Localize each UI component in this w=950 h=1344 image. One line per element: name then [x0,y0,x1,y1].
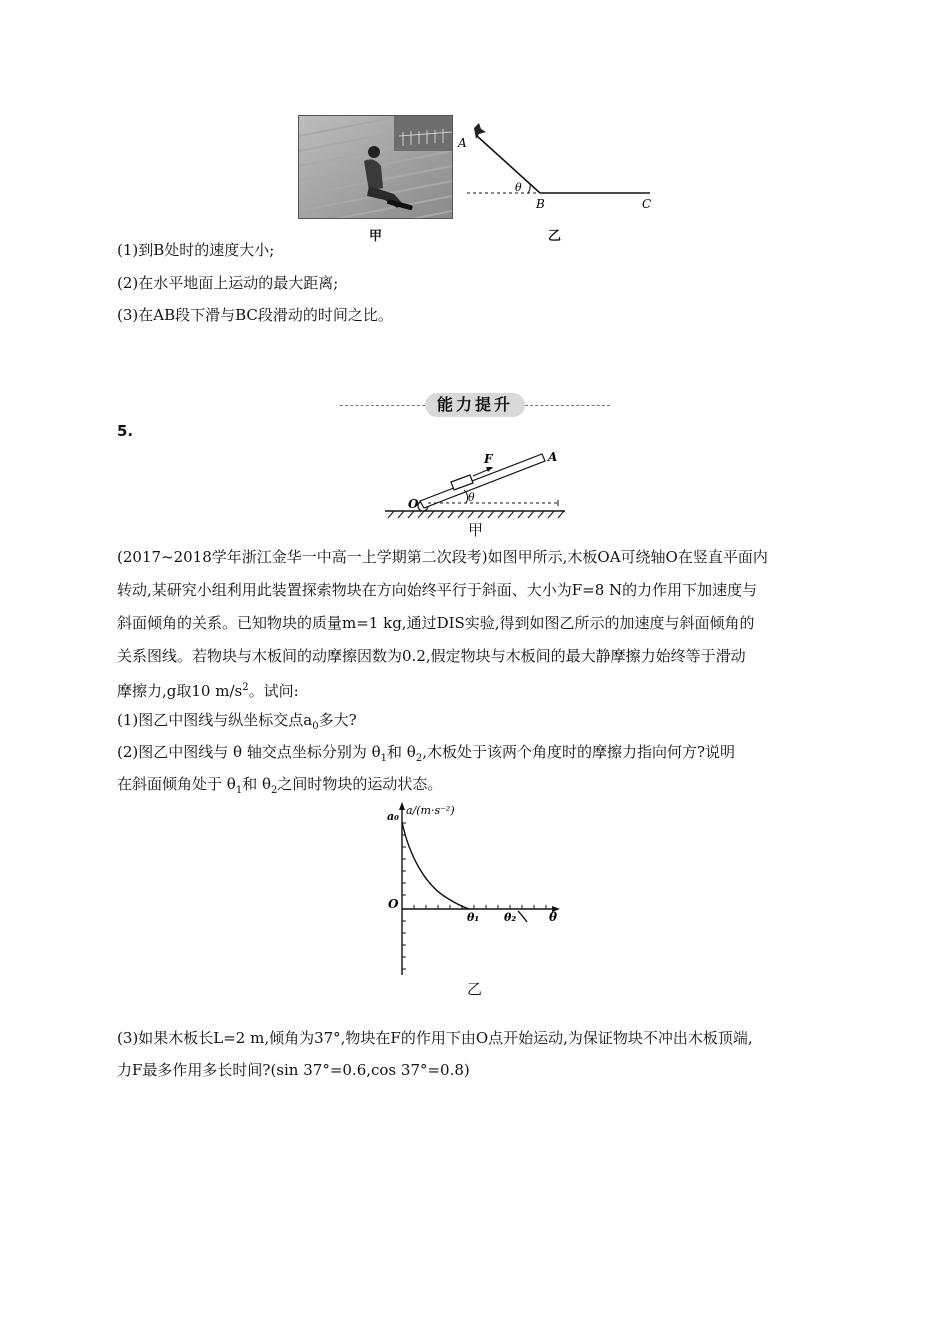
x-axis-label: θ [549,910,558,924]
theta2-label: θ₂ [504,911,517,924]
section-divider-right [525,405,610,406]
prev-question-1: (1)到B处时的速度大小; [117,241,275,259]
sub-question-2-line-1: (2)图乙中图线与 θ 轴交点坐标分别为 $\theta_1$和 $\theta_2$,木板处于该两个角度时的摩擦力指向何方?说明 [117,743,735,764]
curve-segment-2 [518,911,527,922]
wooden-board [420,454,545,508]
section-divider-left [340,405,425,406]
label-c: C [642,197,652,211]
board-caption: 甲 [468,521,484,539]
section-header [340,393,610,419]
problem-line-3: 斜面倾角的关系。已知物块的质量m=1 kg,通过DIS实验,得到如图乙所示的加速度与斜面倾角的 [117,614,755,632]
graph-caption: 乙 [467,980,483,998]
label-f: F [484,452,493,466]
sub-question-3-line-2: 力F最多作用多长时间?(sin 37°=0.6,cos 37°=0.8) [117,1061,470,1079]
sub-question-1: (1)图乙中图线与纵坐标交点$a_0$多大? [117,711,357,732]
problem-line-4: 关系图线。若物块与木板间的动摩擦因数为0.2,假定物块与木板间的最大静摩擦力始终等于滑动 [117,647,746,665]
problem-line-1: (2017~2018学年浙江金华一中高一上学期第二次段考)如图甲所示,木板OA可绕轴O在竖直平面内 [117,548,768,566]
sub-question-3-line-1: (3)如果木板长L=2 m,倾角为37°,物块在F的作用下由O点开始运动,为保证物块不冲出木板顶端, [117,1029,753,1047]
prev-question-2: (2)在水平地面上运动的最大距离; [117,274,339,292]
label-theta: θ [515,181,522,194]
y-axis-arrow [399,802,405,810]
photo-caption: 甲 [369,229,383,244]
incline-diagram [452,120,667,220]
problem-line-2: 转动,某研究小组利用此装置探索物块在方向始终平行于斜面、大小为F=8 N的力作用下加速度与 [117,581,758,599]
label-theta: θ [468,491,475,504]
acceleration-graph [385,800,570,980]
origin-label: O [388,897,399,911]
angle-arc [528,184,530,193]
label-a: A [458,136,467,150]
problem-line-5: 摩擦力,g取10 $m/s^2$。试问: [117,682,299,700]
theta1-label: θ₁ [467,911,480,924]
diagram-caption: 乙 [548,229,562,244]
a0-label: a₀ [387,810,399,823]
sub-question-2-line-2: 在斜面倾角处于 $\theta_1$和 $\theta_2$之间时物块的运动状态。 [117,775,443,796]
question-number: 5. [117,422,134,440]
skater-mark-icon [474,123,486,139]
skater-photo-drawing [299,116,452,218]
curve-segment-1 [402,822,469,909]
label-a: A [548,450,558,464]
ground-hatching [388,511,564,518]
label-o: O [408,497,419,511]
prev-question-3: (3)在AB段下滑与BC段滑动的时间之比。 [117,306,393,324]
label-b: B [536,197,545,211]
y-axis-label: a/(m·s⁻²) [406,804,455,817]
section-title: 能力提升 [425,393,525,417]
force-arrow-head [486,467,493,472]
skater-photo [298,115,453,219]
board-diagram [380,445,570,520]
